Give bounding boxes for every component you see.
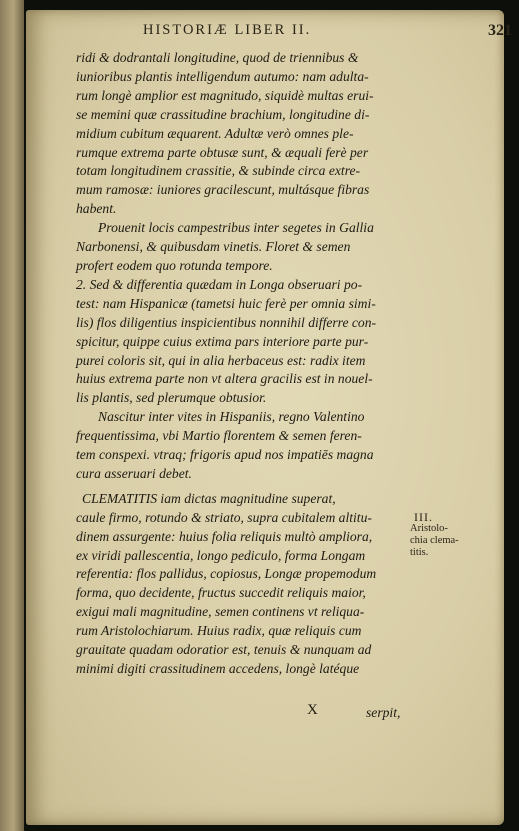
text-line: exigui mali magnitudine, semen continens vt reliqua- <box>76 604 365 620</box>
text-line: ridi & dodrantali longitudine, quod de triennibus & <box>76 50 359 65</box>
text-line: cura asseruari debet. <box>76 465 192 481</box>
text-line: lis) flos diligentius inspicientibus nonnihil differre con- <box>76 314 377 330</box>
text-line: purei coloris sit, qui in alia herbaceus est: radix item <box>76 352 366 368</box>
text-line: forma, quo decidente, fructus succedit reliquis maior, <box>76 585 366 601</box>
margin-note-number: III. <box>414 510 433 524</box>
text-line: referentia: flos pallidus, copiosus, Longæ propemodum <box>76 566 377 582</box>
text-line: iunioribus plantis intelligendum autumo: nam adulta- <box>76 68 369 84</box>
margin-note <box>410 511 470 559</box>
text-line: grauitate quadam odoratior est, tenuis & nunquam ad <box>76 642 372 658</box>
text-line: dinem assurgente: huius folia reliquis multò ampliora, <box>76 528 373 544</box>
text-line: rumque extrema parte obtusæ sunt, & æquali ferè per <box>76 144 369 160</box>
numbered-paragraph-line: 2. Sed & differentia quædam in Longa obseruari po- <box>76 276 363 292</box>
running-head: HISTORIÆ LIBER II. <box>143 22 312 38</box>
text-line: rum longè amplior est magnitudo, siquidè multas erui- <box>76 87 374 103</box>
text-line: totam longitudinem crassitie, & subinde circa extre- <box>76 163 361 179</box>
section-heading-line: CLEMATITIS iam dictas magnitudine superat, <box>82 490 336 506</box>
page-header <box>26 22 512 40</box>
text-line: Narbonensi, & quibusdam vinetis. Floret & semen <box>76 239 351 255</box>
text-line: frequentissima, vbi Martio florentem & semen feren- <box>76 428 362 444</box>
text-line: mum ramosæ: iuniores gracilescunt, multásque fibras <box>76 182 370 198</box>
paragraph-start-line: Nascitur inter vites in Hispaniis, regno Valentino <box>98 409 365 425</box>
text-line: minimi digiti crassitudinem accedens, longè latéque <box>76 661 360 676</box>
signature-mark: X <box>307 702 318 718</box>
facing-page-edge <box>0 0 24 831</box>
text-line: test: nam Hispanicæ (tametsi huic ferè per omnia simi- <box>76 295 376 311</box>
text-line: caule firmo, rotundo & striato, supra cubitalem altitu- <box>76 509 372 525</box>
main-text-block <box>76 49 410 679</box>
text-line: spicitur, quippe cuius extima pars interiore parte pur- <box>76 333 369 349</box>
text-line: huius extrema parte non vt altera gracilis est in nouel- <box>76 371 373 387</box>
margin-note-line: Aristolo- <box>410 523 448 534</box>
catchword: serpit, <box>366 705 401 720</box>
text-line: rum Aristolochiarum. Huius radix, quæ reliquis cum <box>76 623 362 639</box>
text-line: profert eodem quo rotunda tempore. <box>76 257 273 273</box>
text-line: ex viridi pallescentia, longo pediculo, forma Longam <box>76 547 366 563</box>
text-line: tem conspexi. vtraq; frigoris apud nos impatiēs magna <box>76 447 374 463</box>
margin-note-line: titis. <box>410 547 429 558</box>
text-line: midium cubitum æquarent. Adultæ verò omnes ple- <box>76 125 354 141</box>
text-line: habent. <box>76 201 117 217</box>
text-line: lis plantis, sed plerumque obtusior. <box>76 390 267 406</box>
margin-note-line: chia clema- <box>410 535 459 546</box>
text-line: se memini quæ crassitudine brachium, longitudine di- <box>76 106 370 122</box>
paragraph-start-line: Prouenit locis campestribus inter segetes in Gallia <box>98 220 374 236</box>
page-number: 321 <box>488 22 512 39</box>
